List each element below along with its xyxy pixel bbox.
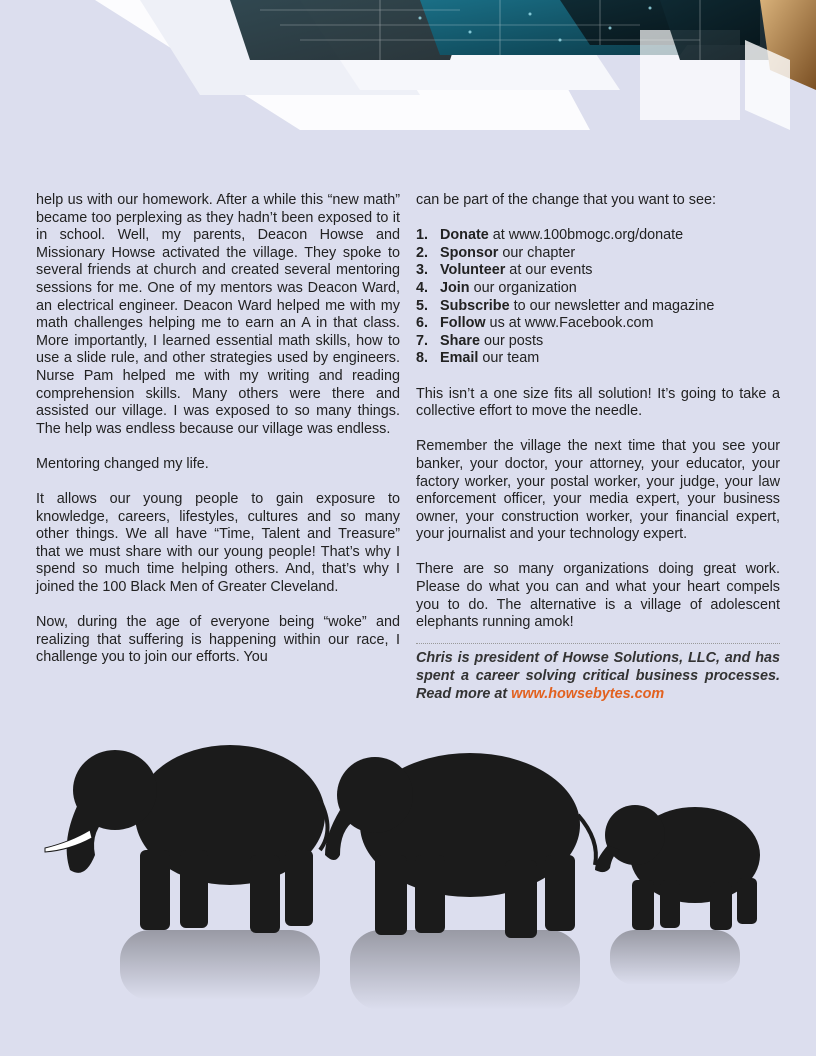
elephants-illustration xyxy=(40,730,780,1030)
action-verb: Donate xyxy=(440,227,489,244)
list-number: 2. xyxy=(416,244,429,261)
author-website-link[interactable]: www.howsebytes.com xyxy=(511,685,665,702)
list-number: 4. xyxy=(416,279,429,296)
action-verb: Follow xyxy=(440,315,486,332)
large-elephant xyxy=(45,745,328,933)
article-paragraph: Mentoring changed my life. xyxy=(36,455,209,472)
article-paragraph: It allows our young people to gain exposure to knowledge, careers, lifestyles, cultures and so many other things. We all have “Time, Talent and Treasure” that we must share with our young people! That’s why I spend so much time helping others. And, that’s why I joined the 100 Black Men of Greater Cleveland. xyxy=(36,491,400,596)
action-verb: Sponsor xyxy=(440,244,499,261)
action-text: to our newsletter and magazine xyxy=(509,297,715,314)
action-text: our chapter xyxy=(498,244,576,261)
list-number: 1. xyxy=(416,227,429,244)
article-paragraph: There are so many organizations doing great work. Please do what you can and what your heart compels you to do. The alternative is a village of adolescent elephants running amok! xyxy=(416,561,780,631)
list-number: 3. xyxy=(416,262,429,279)
list-number: 7. xyxy=(416,332,429,349)
action-list xyxy=(416,227,780,368)
action-verb: Join xyxy=(440,279,470,296)
list-item xyxy=(416,245,780,263)
article-paragraph: can be part of the change that you want to see: xyxy=(416,192,717,208)
medium-elephant xyxy=(325,753,596,938)
list-number: 5. xyxy=(416,297,429,314)
action-text: our organization xyxy=(469,279,577,296)
baby-elephant xyxy=(595,805,760,930)
action-text: us at www.Facebook.com xyxy=(485,315,654,332)
article-right-column xyxy=(416,192,780,703)
action-text: our posts xyxy=(480,332,544,349)
author-bio xyxy=(416,643,780,703)
list-number: 8. xyxy=(416,350,429,367)
header-hexagon-artwork xyxy=(0,0,816,175)
article-paragraph: This isn’t a one size fits all solution! It’s going to take a collective effort to move the needle. xyxy=(416,385,780,420)
action-verb: Volunteer xyxy=(440,262,506,279)
list-item xyxy=(416,350,780,368)
list-item xyxy=(416,333,780,351)
article-left-column xyxy=(36,192,400,667)
list-item xyxy=(416,315,780,333)
action-text: at our events xyxy=(505,262,593,279)
article-paragraph: Remember the village the next time that you see your banker, your doctor, your attorney, your educator, your factory worker, your postal worker, your judge, your law enforcement officer, your media expert, your business owner, your construction worker, your financial expert, your journalist and your technology expert. xyxy=(416,438,780,543)
list-item xyxy=(416,280,780,298)
list-item xyxy=(416,227,780,245)
article-paragraph: Now, during the age of everyone being “woke” and realizing that suffering is happening within our race, I challenge you to join our efforts. You xyxy=(36,614,400,666)
author-bio-text: Chris is president of Howse Solutions, LLC, and has spent a career solving critical business processes. Read more at xyxy=(416,650,780,702)
list-item xyxy=(416,262,780,280)
action-text: at www.100bmogc.org/donate xyxy=(488,227,684,244)
action-verb: Email xyxy=(440,350,479,367)
article-paragraph: help us with our homework. After a while this “new math” became too perplexing as they hadn’t been exposed to it in school. Well, my parents, Deacon Howse and Missionary Howse activated the village. They spoke to several friends at church and created several mentoring sessions for me. One of my mentors was Deacon Ward, an electrical engineer. Deacon Ward helped me with my math challenges helping me to earn an A in that class. More importantly, I learned essential math skills, how to use a slide rule, and other strategies used by engineers. Nurse Pam helped me with my writing and reading comprehension skills. Many others were there and assisted our village. I was exposed to so many things. The help was endless because our village was endless. xyxy=(36,192,400,437)
action-text: our team xyxy=(478,350,540,367)
action-verb: Subscribe xyxy=(440,297,510,314)
action-verb: Share xyxy=(440,332,480,349)
list-number: 6. xyxy=(416,315,429,332)
elephants-reflection xyxy=(120,930,740,1010)
list-item xyxy=(416,298,780,316)
